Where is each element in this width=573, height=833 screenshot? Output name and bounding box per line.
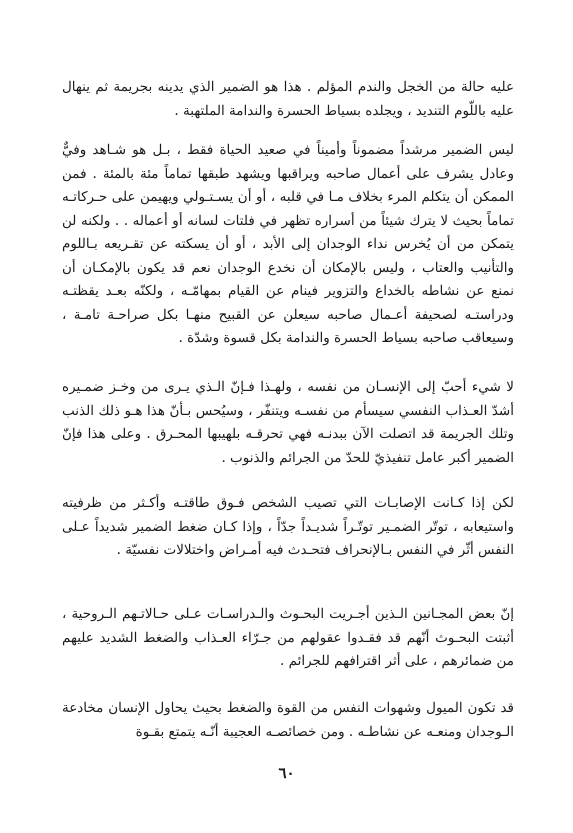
paragraph-2: ليس الضمير مرشداً مضموناً وأميناً في صعيد الحياة فقط ، بـل هو شـاهد وفيٌّ وعادل يشرف على أعمال صاحبه ويراقبها ويشهد طبقها تماماً مئة بالمئة . فمن الممكن أن يتكلم المرء بخلاف مـا في قلبه ، أو أن يسـتـولي ويهيمن على حـركاتـه تماماً بحيث لا يترك شيئاً من أسراره تظهر في فلتات لسانه أو أعماله . . ولكنه لن يتمكن من أن يُخرس نداء الوجدان إلى الأبد ، أو أن يسكته عن تقـريعه بـاللوم والتأنيب والعتاب ، وليس بالإمكان أن نخدع الوجدان نعم قد يكون بالإمكـان أن نمنع عن نشاطه بالخداع والتزوير فينام عن القيام بمهامّـه ، ولكنّه بعـد يقظتـه ودراستـه لصحيفة أعـمال صاحبه سيعلن عن القبيح منهـا بكل صراحـة تامـة ، وسيعاقب صاحبه بسياط الحسرة والندامة بكل قسوة وشدّة . <box>62 142 514 346</box>
paragraph-1: عليه حالة من الخجل والندم المؤلم . هذا هو الضمير الذي يدينه بجريمة ثم ينهال عليه باللّوم التنديد ، ويجلده بسياط الحسرة والندامة الملتهبة . <box>62 79 514 119</box>
paragraph-3: لا شيء أحبّ إلى الإنسـان من نفسه ، ولهـذا فـإنّ الـذي يـرى من وخـز ضمـيره أشدّ العـذاب النفسي سيسأم من نفسـه ويتنفّر ، وسيُحس بـأنّ هذا هـو ذلك الذنب وتلك الجريمة قد اتصلت الآن ببدنـه فهي تحرقـه بلهيبها المحـرق . وعلى هذا فإنّ الضمير أكبر عامل تنفيذيّ للحدّ من الجرائم والذنوب . <box>62 379 514 466</box>
paragraph-4: لكن إذا كـانت الإصابـات التي تصيب الشخص فـوق طاقتـه وأكـثر من ظرفيته واستيعابه ، توتّر الضمـير توتّـراً شديـداً جدّاً ، وإذا كـان ضغط الضمير شديداً عـلى النفس أثّر في النفس بـالإنحراف فتحـدث فيه أمـراض واختلالات نفسيّة . <box>62 495 514 558</box>
page-number: ٦٠ <box>278 764 295 782</box>
paragraph-5: إنّ بعض المجـانين الـذين أجـريت البحـوث والـدراسـات عـلى حـالاتـهم الـروحية ، أثبتت البحـوث أنّهم قد فقـدوا عقولهم من جـرّاء العـذاب والضغط الشديد عليهم من ضمائرهم ، على أثر اقترافهم للجرائم . <box>62 606 514 669</box>
paragraph-6: قد تكون الميول وشهوات النفس من القوة والضغط بحيث يحاول الإنسان مخادعة الـوجدان ومنعـه عن نشاطـه . ومن خصائصـه العجيبة أنّـه يتمتع بقـوة <box>62 700 514 740</box>
